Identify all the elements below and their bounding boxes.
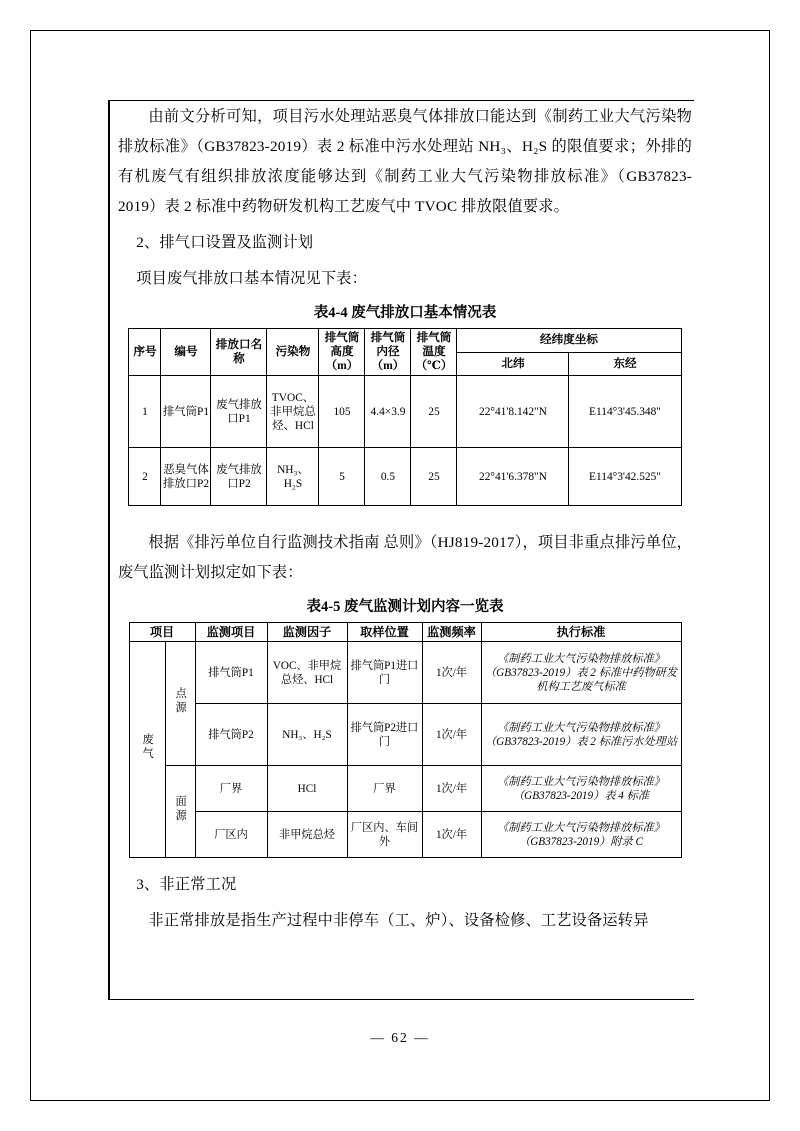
cell-frequency: 1次/年 (422, 766, 481, 812)
cell-stack-diameter: 4.4×3.9 (365, 376, 411, 448)
heading-2-exhaust-outlet: 2、排气口设置及监测计划 (136, 234, 314, 251)
cell-monitor-factor: 非甲烷总烃 (267, 812, 347, 858)
cell-frequency: 1次/年 (422, 812, 481, 858)
cell-longitude: E114°3'45.348" (569, 376, 681, 448)
cell-latitude: 22°41'8.142"N (457, 376, 569, 448)
table-row (129, 376, 681, 448)
cell-seq: 1 (129, 376, 161, 448)
subgroup-label-text: 面源 (174, 795, 187, 824)
cell-monitor-item: 排气筒P2 (195, 704, 267, 766)
cell-standard: 《制药工业大气污染物排放标准》（GB37823-2019）表 2 标准中药物研发机构工艺废气标准 (481, 642, 681, 704)
table-4-5-caption: 表4-5 废气监测计划内容一览表 (306, 599, 504, 615)
header-frequency: 监测频率 (422, 623, 481, 642)
cell-seq: 2 (129, 448, 161, 506)
cell-stack-diameter: 0.5 (365, 448, 411, 506)
cell-sampling-location: 排气筒P2进口门 (347, 704, 422, 766)
table-header-row (129, 623, 681, 642)
header-project: 项目 (129, 623, 195, 642)
table-row (129, 812, 681, 858)
cell-subgroup-area-source (165, 766, 195, 858)
cell-monitor-item: 厂区内 (195, 812, 267, 858)
cell-code: 恶臭气体排放口P2 (161, 448, 211, 506)
cell-outlet-name: 废气排放口P2 (211, 448, 267, 506)
page-content (118, 102, 692, 942)
cell-pollutant: NH₃、H₂S (267, 448, 319, 506)
table-4-4-exhaust-outlets (128, 328, 681, 506)
cell-stack-height: 5 (319, 448, 365, 506)
header-outlet-name: 排放口名称 (211, 329, 267, 376)
group-label-text: 废气 (141, 733, 154, 762)
cell-stack-height: 105 (319, 376, 365, 448)
cell-monitor-item: 厂界 (195, 766, 267, 812)
cell-sampling-location: 厂区内、车间外 (347, 812, 422, 858)
cell-monitor-factor: HCl (267, 766, 347, 812)
cell-standard: 《制药工业大气污染物排放标准》（GB37823-2019）附录 C (481, 812, 681, 858)
table-row (129, 766, 681, 812)
cell-sampling-location: 排气筒P1进口门 (347, 642, 422, 704)
table-row (129, 704, 681, 766)
cell-group-label (129, 642, 165, 858)
table-row (129, 642, 681, 704)
paragraph-monitoring-guideline: 根据《排污单位自行监测技术指南 总则》（HJ819-2017），项目非重点排污单位，废气监测计划拟定如下表： (118, 534, 692, 581)
header-standard: 执行标准 (481, 623, 681, 642)
cell-longitude: E114°3'42.525" (569, 448, 681, 506)
heading-3-abnormal-condition: 3、非正常工况 (136, 876, 237, 893)
table-4-4-caption: 表4-4 废气排放口基本情况表 (313, 305, 497, 321)
table-row (129, 448, 681, 506)
cell-stack-temperature: 25 (411, 376, 457, 448)
cell-latitude: 22°41'6.378"N (457, 448, 569, 506)
header-longitude: 东经 (569, 352, 681, 376)
paragraph-analysis-conclusion: 由前文分析可知，项目污水处理站恶臭气体排放口能达到《制药工业大气污染物排放标准》（GB37823-2019）表 2 标准中污水处理站 NH₃、H₂S 的限值要求；外排的有机废气有组织排放浓度能够达到《制药工业大气污染物排放标准》（GB37823-2019）表 2 标准中药物研发机构工艺废气中 TVOC 排放限值要求。 (118, 108, 692, 215)
cell-outlet-name: 废气排放口P1 (211, 376, 267, 448)
cell-sampling-location: 厂界 (347, 766, 422, 812)
header-stack-temperature: 排气筒温度（℃） (411, 329, 457, 376)
header-latitude: 北纬 (457, 352, 569, 376)
header-sampling-location: 取样位置 (347, 623, 422, 642)
header-monitor-item: 监测项目 (195, 623, 267, 642)
page-number: — 62 — (370, 1030, 430, 1045)
cell-pollutant: TVOC、非甲烷总烃、HCl (267, 376, 319, 448)
cell-frequency: 1次/年 (422, 704, 481, 766)
table-4-5-monitoring-plan (129, 622, 682, 858)
header-code: 编号 (161, 329, 211, 376)
header-pollutant: 污染物 (267, 329, 319, 376)
paragraph-abnormal-emission: 非正常排放是指生产过程中非停车（工、炉）、设备检修、工艺设备运转异 (148, 912, 649, 929)
cell-monitor-factor: VOC、非甲烷总烃、HCl (267, 642, 347, 704)
cell-stack-temperature: 25 (411, 448, 457, 506)
paragraph-table-44-intro: 项目废气排放口基本情况见下表： (136, 270, 368, 287)
header-stack-diameter: 排气筒内径（m） (365, 329, 411, 376)
cell-monitor-item: 排气筒P1 (195, 642, 267, 704)
cell-code: 排气筒P1 (161, 376, 211, 448)
cell-subgroup-point-source (165, 642, 195, 766)
header-stack-height: 排气筒高度（m） (319, 329, 365, 376)
cell-frequency: 1次/年 (422, 642, 481, 704)
header-seq: 序号 (129, 329, 161, 376)
cell-standard: 《制药工业大气污染物排放标准》（GB37823-2019）表 4 标准 (481, 766, 681, 812)
header-monitor-factor: 监测因子 (267, 623, 347, 642)
cell-standard: 《制药工业大气污染物排放标准》（GB37823-2019）表 2 标准污水处理站 (481, 704, 681, 766)
cell-monitor-factor: NH₃、H₂S (267, 704, 347, 766)
header-coordinates: 经纬度坐标 (457, 329, 681, 353)
table-header-row (129, 329, 681, 353)
subgroup-label-text: 点源 (174, 687, 187, 716)
